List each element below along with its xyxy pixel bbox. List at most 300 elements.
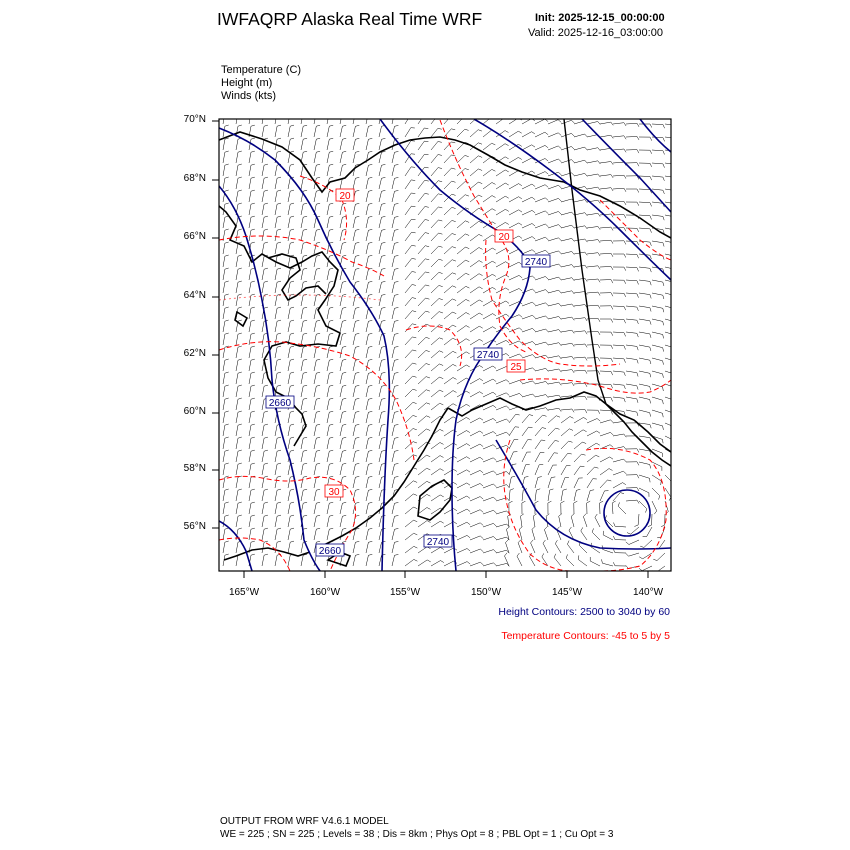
wind-barb [236,346,242,358]
wind-barb [613,254,626,258]
wind-barb [301,489,307,501]
wind-barb [522,394,535,397]
wind-barb [496,472,509,476]
wind-barb [554,554,561,566]
wind-barb [431,128,442,137]
wind-barb [496,406,509,410]
wind-barb [483,471,496,475]
wind-barb [652,462,662,471]
wind-barb [457,247,469,254]
wind-barb [444,286,456,293]
wind-barb [431,521,444,527]
wind-barb [405,507,417,514]
wind-barb [275,528,281,540]
wind-barb [574,278,587,281]
wind-barb [288,411,294,423]
wind-barb [379,411,385,423]
lat-label-68n: 68°N [183,173,206,184]
wind-barb [405,206,415,215]
wind-barb [548,146,561,150]
wind-barb [532,527,535,540]
field-height-label: Height (m) [221,77,273,89]
wind-barb [509,197,522,202]
wind-barb [557,527,561,540]
wind-barb [366,346,372,358]
wind-barb [340,164,346,176]
wind-barb [626,500,639,503]
wind-barb [327,203,333,215]
wind-barb [652,124,665,128]
wind-barb [574,160,587,163]
wind-barb [392,242,398,254]
wind-barb [457,549,470,554]
wind-barb [626,123,639,127]
wind-barb [626,254,639,258]
wind-barb [508,514,511,527]
wind-barb [661,514,665,527]
wind-barb [418,128,428,137]
wind-barb [392,541,398,553]
wind-barb [314,190,320,202]
wind-barb [639,202,652,206]
wind-barb [483,261,496,267]
wind-barb [431,364,443,371]
wind-barb [496,222,509,228]
wind-barb [366,502,372,514]
wind-barb [366,437,372,449]
wind-barb [431,115,442,124]
wind-barb [340,138,346,150]
wind-barb [626,293,639,298]
wind-barb [418,259,429,267]
wind-barb [379,281,385,293]
wind-barb [288,346,294,358]
wind-barb [614,523,627,528]
wind-barb [249,151,255,163]
wind-barb [496,498,509,501]
wind-barb [652,215,664,220]
wind-barb [470,248,483,255]
wind-barb [535,408,548,411]
wind-barb [457,221,469,228]
wind-barb [652,371,663,378]
wind-barb [405,298,416,306]
wind-barb [652,241,664,247]
wind-barb [457,313,470,320]
lat-label-66n: 66°N [183,231,206,242]
wind-barb [470,313,483,319]
wind-barb [483,156,495,163]
wind-barb [574,410,587,414]
wind-barb [457,522,470,527]
wind-barb [470,169,482,176]
wind-barb [509,476,515,488]
wind-barb [483,274,496,280]
height-contours-legend: Height Contours: 2500 to 3040 by 60 [498,606,670,618]
wind-barb [379,216,385,228]
wind-barb [236,476,242,488]
wind-barb [444,260,456,267]
wind-barb [561,252,574,255]
wind-barb [639,150,652,154]
wind-barb [236,385,242,397]
wind-barb [353,294,359,306]
wind-barb [587,122,600,125]
wind-barb [587,358,600,362]
wind-barb [301,437,307,449]
wind-barb [418,272,429,280]
wind-barb [340,125,346,137]
wind-barb [301,320,307,332]
wind-barb [236,372,242,384]
wind-barb [353,138,359,150]
wind-barb [470,497,483,501]
wind-barb [535,428,546,436]
wind-barb [561,291,574,294]
wind-barb [600,306,613,310]
wind-barb [483,419,496,424]
wind-barb [288,112,294,124]
wind-barb [392,437,398,449]
wind-barb [574,265,587,268]
wind-barb [574,478,583,488]
wind-barb [314,515,320,527]
wind-barb [327,190,333,202]
wind-barb [275,463,281,475]
lat-label-60n: 60°N [183,406,206,417]
wind-barb [561,304,574,307]
wind-barb [288,489,294,501]
wind-barb [509,184,522,189]
wind-barb [262,177,268,189]
wind-barb [574,173,587,176]
wind-barb [548,465,557,475]
temp-label-2: 20 [498,232,510,243]
wind-barb [353,437,359,449]
wind-barb [509,489,514,501]
wind-barb [535,465,543,476]
wind-barb [583,514,587,527]
wind-barb [613,175,626,178]
wind-barb [353,372,359,384]
wind-barb [457,417,470,423]
wind-barb [652,397,663,404]
wind-barb [249,359,255,371]
wind-barb [392,203,398,215]
wind-barb [327,385,333,397]
wind-barb [533,514,536,527]
wind-barb [561,477,569,488]
temp-label-3: 25 [510,362,522,373]
wind-barb [634,514,639,527]
wind-barb [353,112,359,124]
wind-barb [548,120,561,124]
wind-barb [561,441,573,449]
wind-barb [548,330,561,333]
wind-barb [236,268,242,280]
wind-barb [223,112,229,124]
wind-barb [496,550,509,553]
wind-barb [639,163,652,167]
wind-barb [301,476,307,488]
wind-barb [327,346,333,358]
wind-barb [574,466,584,475]
wind-barb [522,237,535,241]
wind-barb [507,527,510,540]
wind-barb [561,383,574,386]
wind-barb [613,123,626,126]
wind-barb [457,273,469,280]
wind-barb [431,220,442,228]
wind-barb [509,427,519,436]
wind-barb [613,358,626,363]
wind-barb [353,346,359,358]
wind-barb [613,280,626,284]
wind-barb [275,346,281,358]
wind-barb [574,430,587,436]
wind-barb [444,207,456,215]
wind-barb [366,554,372,566]
wind-barb [418,193,429,202]
wind-barb [535,303,548,306]
wind-barb [379,346,385,358]
height-label-1: 2740 [524,257,548,268]
wind-barb [457,286,469,293]
wind-barb [418,324,430,332]
wind-barb [353,203,359,215]
wind-barb [509,275,522,280]
wind-barb [626,267,639,271]
wind-barb [483,314,496,319]
wind-barb [613,549,626,553]
wind-barb [340,216,346,228]
wind-barb [535,145,548,150]
wind-barb [353,177,359,189]
wind-barb [249,294,255,306]
wind-barb [483,484,496,488]
wind-barb [392,372,398,384]
wind-barb [626,462,639,466]
wind-barb [340,372,346,384]
wind-barb [223,450,229,462]
wind-barb [262,125,268,137]
wind-barb [353,463,359,475]
wind-barb [301,125,307,137]
wind-barb [366,398,372,410]
wind-barb [561,265,574,268]
wind-barb [522,250,535,254]
wind-barb [574,318,587,321]
wind-barb [405,546,417,553]
wind-barb [366,268,372,280]
wind-barb [366,125,372,137]
wind-barb [548,159,561,163]
wind-barb [236,502,242,514]
wind-barb [327,528,333,540]
wind-barb [418,298,429,306]
wind-barb [275,229,281,241]
wind-barb [626,280,639,285]
wind-barb [509,354,522,358]
wind-barb [366,450,372,462]
wind-barb [379,515,385,527]
wind-barb [379,203,385,215]
wind-barb [665,410,676,418]
wind-barb [288,307,294,319]
lon-label-140w: 140°W [632,587,664,598]
wind-barb [613,332,626,336]
wind-barb [665,423,675,431]
wind-barb [522,355,535,358]
wind-barb [600,420,613,423]
wind-barb [418,416,430,423]
wind-barb [301,151,307,163]
wind-barb [522,302,535,306]
wind-barb [652,280,664,286]
wind-barb [392,268,398,280]
wind-barb [470,156,482,163]
wind-barb [431,233,442,241]
wind-barb [600,410,613,415]
wind-barb [652,410,663,417]
footer-config-line: WE = 225 ; SN = 225 ; Levels = 38 ; Dis = 8km ; Phys Opt = 8 ; PBL Opt = 1 ; Cu Opt = 3 [220,829,614,840]
wind-barb [314,411,320,423]
wind-barb [314,255,320,267]
wind-barb [223,268,229,280]
wind-barb [418,350,430,358]
wind-barb [249,190,255,202]
wind-barb [379,164,385,176]
wind-barb [470,130,482,137]
wind-barb [405,389,417,397]
wind-barb [405,311,416,319]
wind-barb [548,369,561,372]
wind-barb [483,196,496,202]
wind-barb [223,502,229,514]
wind-barb [314,489,320,501]
wind-barb [236,177,242,189]
wind-barb [379,307,385,319]
wind-barb [574,417,587,423]
wind-barb [571,514,574,527]
wind-barb [587,455,599,462]
wind-barb [548,212,561,216]
wind-barb [431,246,443,254]
wind-barb [392,359,398,371]
wind-barb [548,356,561,359]
wind-barb [457,365,470,371]
wind-barb [288,424,294,436]
wind-barb [548,408,561,411]
wind-barb [483,523,496,527]
wind-barb [592,528,600,540]
wind-barb [561,357,574,360]
wind-barb [548,290,561,293]
yukon-coast [564,182,671,238]
map-title: IWFAQRP Alaska Real Time WRF [217,9,483,29]
wind-barb [249,450,255,462]
wind-barb [366,164,372,176]
wind-barb [535,119,548,124]
wind-barb [639,306,651,312]
wind-barb [574,370,587,373]
wind-barb [587,332,600,335]
wind-barb [405,415,417,423]
wind-barb [613,267,626,271]
wind-barb [327,502,333,514]
wind-barb [603,531,613,540]
wind-barb [327,216,333,228]
wind-barb [574,397,587,400]
wind-barb [600,135,613,138]
wind-barb [366,372,372,384]
wind-barb [353,268,359,280]
wind-barb [353,502,359,514]
wind-barb [665,436,675,445]
wind-barb [327,268,333,280]
wind-barb [262,385,268,397]
wind-barb [561,330,574,333]
wind-barb [314,229,320,241]
lat-label-56n: 56°N [183,521,206,532]
wind-barb [236,112,242,124]
wind-barb [535,395,548,398]
wind-barb [444,234,456,242]
wind-barb [262,190,268,202]
wind-barb [353,320,359,332]
wind-barb [457,155,469,163]
wind-barb [483,366,496,371]
wind-barb [379,229,385,241]
wind-barb [483,117,495,124]
wind-barb [405,494,417,501]
wind-barb [496,275,509,280]
wind-barb [561,173,574,176]
wind-barb [405,429,417,437]
wind-barb [613,459,626,462]
wind-barb [301,502,307,514]
wind-barb [327,411,333,423]
wind-barb [288,515,294,527]
wind-barb [470,287,483,293]
wind-barb [496,196,509,202]
wind-barb [236,333,242,345]
wind-barb [626,553,639,556]
wind-barb [535,342,548,345]
wind-barb [561,417,573,424]
wind-barb [626,306,638,311]
wind-barb [431,272,443,280]
wind-barb [457,326,470,332]
wind-barb [509,393,522,397]
wind-barb [340,242,346,254]
wind-barb [639,137,652,141]
wind-barb [288,385,294,397]
wind-barb [444,469,457,475]
wind-barb [340,437,346,449]
wind-barb [405,141,415,150]
wind-barb [567,541,574,553]
wind-barb [301,333,307,345]
wind-barb [587,266,600,269]
wind-barb [340,398,346,410]
wind-barb [327,463,333,475]
wind-barb [288,281,294,293]
wind-barb [444,443,457,449]
wind-barb [470,470,483,475]
wind-barb [600,227,613,230]
lon-label-145w: 145°W [551,587,583,598]
